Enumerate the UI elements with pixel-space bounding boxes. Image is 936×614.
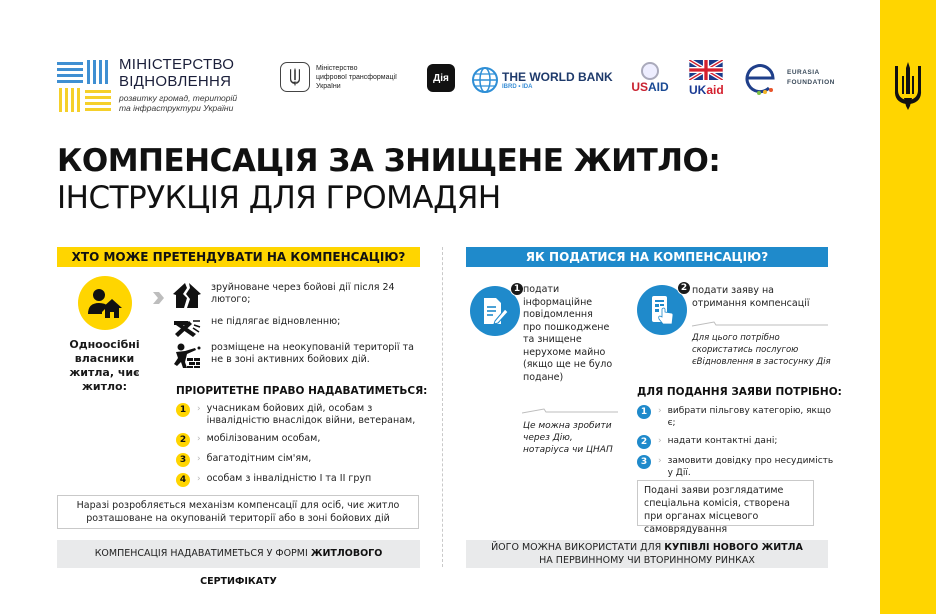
ministry-reconstruction-logo [57,58,113,114]
step-1-text: подати інформаційне повідомлення про пошкоджене та знищене нерухоме майно (якщо ще не було подане) [523,284,613,383]
diya-logo: Дія [427,64,455,92]
chevron-right-icon: › [197,434,201,444]
chevron-right-icon: › [658,456,662,466]
eurasia-e-icon [743,60,777,96]
list-item: 3 › багатодітним сім'ям, [176,453,426,467]
list-item: 4 › особам з інвалідністю І та ІІ груп [176,473,426,487]
ukaid-logo: UKaid [689,60,725,97]
number-badge: 4 [176,473,190,487]
step-2-note: Для цього потрібно скористатись послугою єВідновлення в застосунку Дія [692,333,831,367]
commission-note: Подані заяви розглядатиме спеціальна комісія, створена при органах місцевого самоврядування [637,480,814,526]
number-badge: 2 [176,433,190,447]
list-item: 1 › вибрати пільгову категорію, якщо є; [637,405,837,429]
column-divider [442,247,443,567]
broken-tools-icon [173,316,201,342]
housing-certificate-band: КОМПЕНСАЦІЯ НАДАВАТИМЕТЬСЯ У ФОРМІ ЖИТЛОВОГО СЕРТИФІКАТУ [57,540,420,568]
condition-item: розміщене на неокупованій території та не в зоні активних бойових дій. [173,342,423,368]
phone-tap-icon [637,285,687,335]
number-badge: 2 [637,435,651,449]
list-item: 3 › замовити довідку про несудимість у Дії. [637,455,837,479]
step-number-badge: 2 [677,281,691,295]
who-can-apply-header: ХТО МОЖЕ ПРЕТЕНДУВАТИ НА КОМПЕНСАЦІЮ? [57,247,420,267]
requirements-title: ДЛЯ ПОДАННЯ ЗАЯВИ ПОТРІБНО: [637,386,842,398]
how-to-apply-header: ЯК ПОДАТИСЯ НА КОМПЕНСАЦІЮ? [466,247,828,267]
title-line-1: КОМПЕНСАЦІЯ ЗА ЗНИЩЕНЕ ЖИТЛО: [57,143,721,179]
partner-logos [57,56,837,118]
number-badge: 3 [637,455,651,469]
owner-house-icon [78,276,132,330]
chevron-right-icon: › [658,406,662,416]
step-1-icon-block [470,286,520,336]
destroyed-house-icon [173,282,201,308]
list-item: 2 › мобілізованим особам, [176,433,426,447]
eurasia-foundation-logo: EURASIA FOUNDATION [743,60,835,96]
ministry-reconstruction-name: МІНІСТЕРСТВО ВІДНОВЛЕННЯ розвитку громад, територій та інфраструктури України [119,56,238,113]
condition-item: не підлягає відновленню; [173,316,423,342]
union-jack-icon [689,60,723,80]
number-badge: 1 [637,405,651,419]
step-2-text: подати заяву на отримання компенсації [692,285,810,309]
number-badge: 1 [176,403,190,417]
usaid-logo: USAID [625,62,675,94]
chevron-right-icon: › [197,404,201,414]
step-number-badge: 1 [510,282,524,296]
chevron-right-icon: › [197,454,201,464]
title-line-2: ІНСТРУКЦІЯ ДЛЯ ГРОМАДЯН [57,180,501,216]
chevron-right-icon [152,291,164,305]
requirements-list [637,405,837,485]
priority-list [176,403,426,493]
trident-icon [892,60,924,112]
list-item: 2 › надати контактні дані; [637,435,837,449]
soldier-wall-icon [173,342,201,368]
new-housing-band: ЙОГО МОЖНА ВИКОРИСТАТИ ДЛЯ КУПІВЛІ НОВОГО ЖИТЛА НА ПЕРВИННОМУ ЧИ ВТОРИННОМУ РИНКАХ [466,540,828,568]
occupied-territory-note: Наразі розробляється механізм компенсації для осіб, чиє житло розташоване на окупованій території або в зоні бойових дій [57,495,419,529]
chevron-right-icon: › [197,474,201,484]
step-1-note: Це можна зробити через Дію, нотаріуса чи ЦНАП [523,421,613,455]
number-badge: 3 [176,453,190,467]
step-2-icon-block [637,285,687,335]
divider-line [692,319,828,327]
priority-title: ПРІОРИТЕТНЕ ПРАВО НАДАВАТИМЕТЬСЯ: [176,385,428,397]
world-bank-logo: THE WORLD BANK IBRD • IDA [471,66,613,94]
page-title [57,143,720,217]
condition-item: зруйноване через бойові дії після 24 лютого; [173,282,423,308]
owner-label: Одноосібні власники житла, чиє житло: [69,338,140,393]
usaid-seal-icon [641,62,659,80]
divider-line [522,406,618,414]
chevron-right-icon: › [658,436,662,446]
trident-badge-icon [280,62,310,92]
flag-strip [880,0,936,614]
list-item: 1 › учасникам бойових дій, особам з інвалідністю внаслідок війни, ветеранам, [176,403,426,427]
ministry-digital-logo: Міністерство цифрової трансформації України [280,62,397,92]
globe-icon [471,66,499,94]
owner-block [57,276,152,394]
document-edit-icon [470,286,520,336]
